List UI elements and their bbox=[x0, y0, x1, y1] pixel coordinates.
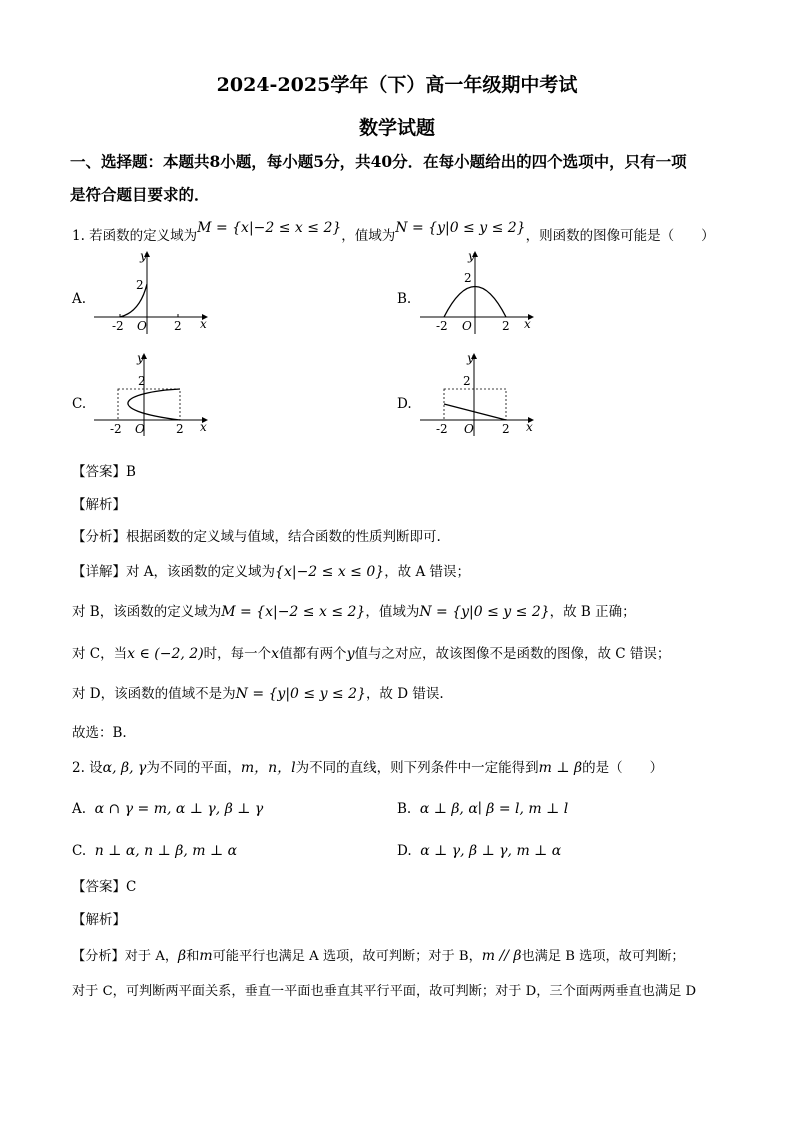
q2-fenxi-m: m bbox=[199, 948, 213, 964]
tick-label-top2: 2 bbox=[463, 374, 471, 388]
y-label: y bbox=[468, 249, 475, 263]
q2-option-d bbox=[397, 841, 561, 861]
q1-graph-b bbox=[418, 248, 538, 338]
q1-detail-a-set: {x|−2 ≤ x ≤ 0} bbox=[275, 564, 385, 580]
q2-fenxi-text-3: 可能平行也满足 A 选项，故可判断；对于 B， bbox=[212, 949, 482, 964]
origin-label: O bbox=[137, 319, 147, 333]
q2-mnl: m，n，l bbox=[240, 760, 296, 776]
page-title: 2024-2025学年（下）高一年级期中考试 bbox=[216, 74, 578, 96]
q1-detail-c-x: x bbox=[271, 646, 280, 662]
q1-detail-d-set: N = {y|0 ≤ y ≤ 2} bbox=[235, 686, 366, 702]
q1-detail-b-m-set: M = {x|−2 ≤ x ≤ 2} bbox=[221, 604, 366, 620]
q1-option-c-label: C. bbox=[72, 396, 87, 412]
q1-detail-a-prefix: 【详解】对 A，该函数的定义域为 bbox=[72, 564, 276, 580]
q1-detail-c-suffix: 值与之对应，故该图像不是函数的图像，故 C 错误； bbox=[354, 646, 671, 662]
tick-label-top2: 2 bbox=[138, 374, 146, 388]
q1-detail-c-prefix: 对 C，当 bbox=[72, 646, 128, 662]
tick-label-neg2: -2 bbox=[112, 319, 124, 333]
page-subtitle: 数学试题 bbox=[358, 117, 435, 139]
y-label: y bbox=[137, 351, 144, 365]
q1-suffix: ，则函数的图像可能是（ ） bbox=[525, 228, 715, 244]
curve-d bbox=[444, 404, 506, 420]
dashed-box bbox=[118, 389, 180, 420]
q1-detail-b-mid: ，值域为 bbox=[365, 604, 420, 620]
q1-option-a-label: A. bbox=[72, 291, 87, 307]
tick-label-pos2: 2 bbox=[176, 422, 184, 436]
q2-mid2: 为不同的直线，则下列条件中一定能得到 bbox=[295, 760, 539, 776]
q1-detail-b bbox=[72, 602, 636, 622]
q2-option-a-label: A. bbox=[72, 801, 87, 817]
q1-detail-d-prefix: 对 D，该函数的值域不是为 bbox=[72, 686, 236, 702]
q1-option-b-label: B. bbox=[397, 291, 412, 307]
tick-label-neg2: -2 bbox=[436, 319, 448, 333]
q1-detail-a-suffix: ，故 A 错误； bbox=[384, 564, 471, 580]
x-label: x bbox=[200, 317, 207, 331]
q2-stem bbox=[72, 758, 663, 778]
q1-detail-c bbox=[72, 644, 670, 664]
q1-detail-c-y: y bbox=[346, 646, 355, 662]
tick-label-pos2: 2 bbox=[174, 319, 182, 333]
y-label: y bbox=[140, 249, 147, 263]
tick-label-neg2: -2 bbox=[110, 422, 122, 436]
origin-label: O bbox=[464, 422, 474, 436]
q2-option-d-text: α ⊥ γ, β ⊥ γ, m ⊥ α bbox=[420, 843, 562, 859]
q2-prefix: 2. 设 bbox=[72, 760, 103, 776]
q2-option-d-label: D. bbox=[397, 843, 412, 859]
origin-label: O bbox=[135, 422, 145, 436]
q1-detail-a bbox=[72, 562, 470, 582]
q1-detail-c-mid1: 时，每一个 bbox=[203, 646, 272, 662]
q1-option-d-label: D. bbox=[397, 396, 412, 412]
q2-fenxi-line1 bbox=[72, 946, 685, 967]
q1-graph-d bbox=[418, 350, 538, 440]
tick-label-top2: 2 bbox=[464, 271, 472, 285]
x-label: x bbox=[200, 420, 207, 434]
origin-label: O bbox=[462, 319, 472, 333]
q2-fenxi-text-2: 和 bbox=[186, 949, 200, 964]
tick-label-top2: 2 bbox=[136, 278, 144, 292]
q2-fenxi-line2: 对于 C，可判断两平面关系，垂直一平面也垂直其平行平面，故可判断；对于 D，三个面两两垂直也满足 D bbox=[72, 984, 697, 999]
q2-fenxi-m-parallel-beta: m // β bbox=[481, 948, 522, 964]
y-label: y bbox=[467, 351, 474, 365]
q1-graph-a bbox=[92, 248, 212, 338]
q1-detail-b-suffix: ，故 B 正确； bbox=[549, 604, 636, 620]
section-heading-line2: 是符合题目要求的． bbox=[70, 185, 210, 204]
q2-option-b bbox=[397, 799, 568, 819]
q1-fenxi: 【分析】根据函数的定义域与值域，结合函数的性质判断即可. bbox=[72, 529, 441, 545]
q2-option-a-text: α ∩ γ = m, α ⊥ γ, β ⊥ γ bbox=[94, 801, 264, 817]
curve-c bbox=[128, 389, 180, 420]
tick-label-pos2: 2 bbox=[502, 422, 510, 436]
q2-mid1: 为不同的平面， bbox=[146, 760, 241, 776]
q1-answer: 【答案】B bbox=[72, 464, 136, 480]
q1-detail-b-n-set: N = {y|0 ≤ y ≤ 2} bbox=[419, 604, 550, 620]
tick-label-neg2: -2 bbox=[436, 422, 448, 436]
section-heading-line1: 一、选择题：本题共8小题，每小题5分，共40分．在每小题给出的四个选项中，只有一项 bbox=[70, 152, 687, 171]
q1-detail-c-interval: x ∈ (−2, 2) bbox=[127, 646, 204, 662]
q2-option-c bbox=[72, 841, 237, 861]
q1-mid: ，值域为 bbox=[341, 228, 396, 244]
q2-suffix: 的是（ ） bbox=[582, 760, 664, 776]
q1-detail-c-mid2: 值都有两个 bbox=[279, 646, 347, 662]
q1-detail-d bbox=[72, 684, 444, 704]
q1-graph-c bbox=[92, 350, 212, 440]
q2-option-a bbox=[72, 799, 263, 819]
q1-m-set: M = {x|−2 ≤ x ≤ 2} bbox=[197, 220, 342, 236]
q2-fenxi-beta: β bbox=[178, 948, 187, 964]
q2-option-c-label: C. bbox=[72, 843, 87, 859]
q1-prefix: 1. 若函数的定义域为 bbox=[72, 228, 198, 244]
q1-detail-d-suffix: ，故 D 错误. bbox=[365, 686, 444, 702]
q2-greek: α, β, γ bbox=[102, 760, 147, 776]
q2-target: m ⊥ β bbox=[538, 760, 583, 776]
q2-fenxi-text-1: 【分析】对于 A， bbox=[72, 949, 179, 964]
q2-option-c-text: n ⊥ α, n ⊥ β, m ⊥ α bbox=[94, 843, 238, 859]
q1-choose: 故选：B. bbox=[72, 725, 127, 741]
q1-jiexi: 【解析】 bbox=[72, 497, 126, 513]
q2-answer: 【答案】C bbox=[72, 879, 137, 895]
q2-fenxi-text-4: 也满足 B 选项，故可判断； bbox=[521, 949, 685, 964]
tick-label-pos2: 2 bbox=[502, 319, 510, 333]
dashed-box bbox=[444, 389, 506, 420]
x-label: x bbox=[526, 420, 533, 434]
q2-jiexi: 【解析】 bbox=[72, 912, 126, 928]
q2-option-b-label: B. bbox=[397, 801, 412, 817]
q1-stem bbox=[72, 220, 715, 246]
x-label: x bbox=[524, 317, 531, 331]
q1-detail-b-prefix: 对 B，该函数的定义域为 bbox=[72, 604, 222, 620]
q1-n-set: N = {y|0 ≤ y ≤ 2} bbox=[395, 220, 526, 236]
q2-option-b-text: α ⊥ β, α∣ β = l, m ⊥ l bbox=[419, 801, 569, 817]
